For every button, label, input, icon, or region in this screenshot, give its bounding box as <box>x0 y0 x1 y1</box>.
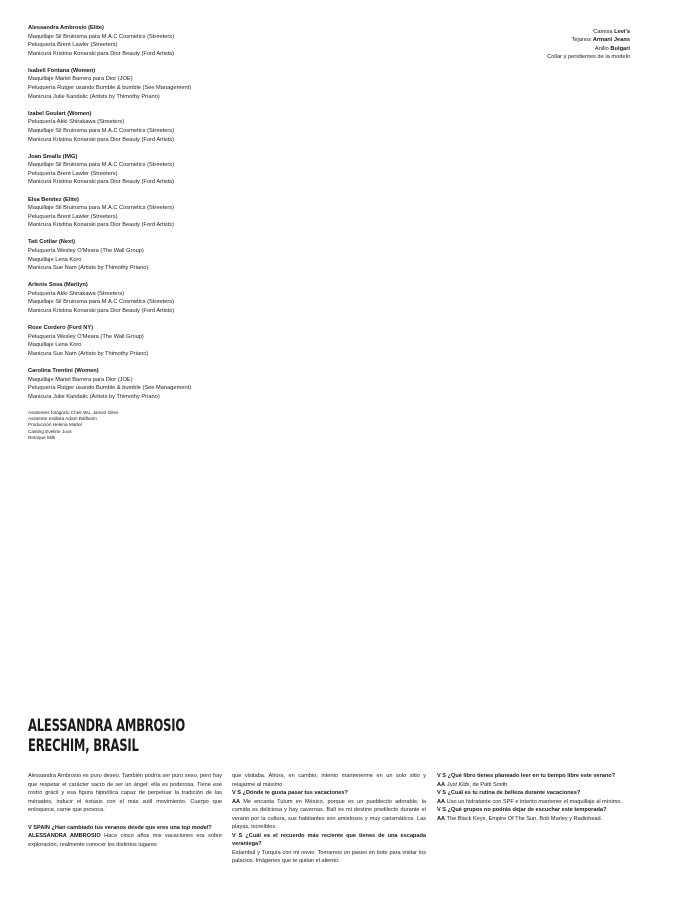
model-name: Tati Cotliar (Next) <box>28 239 75 246</box>
question-text: V SPAIN ¿Han cambiado tus veranos desde que eres una <box>28 824 182 831</box>
answer-text: Uso un hidratante con SPF e intento mantener el maquillaje al mínimo. <box>445 798 623 805</box>
credit-line: Manicura Kristina Konarski para Dior Beauty (Ford Artists) <box>28 308 175 315</box>
intro-paragraph: Alessandra Ambrosio es puro deseo. También podría ser puro sexo, pero hay que respetar el carácter sacro de ser un ángel: ella es poderosa. Tiene ese rostro grácil y esa figura hipnótica capaz de perpetuar la tradición de las ménades, inducir el éxtasis con el más sutil movimiento. Cuerpo que enloquece, carne que provoca. <box>28 773 222 813</box>
speaker-name: AA <box>437 781 446 788</box>
book-title: Just Kids <box>446 781 470 788</box>
crew-line: Retoque Milk <box>28 435 56 441</box>
credit-line: Maquillaje Sil Bruinsma para M.A.C Cosmetics (Streeters) <box>28 162 175 169</box>
wardrobe-line <box>547 36 630 44</box>
speaker-name: AA <box>437 815 446 822</box>
question: V S ¿Cuál es tu rutina de belleza durante vacaciones? <box>437 790 581 796</box>
garment-label: Camisa <box>593 29 615 35</box>
answer-text: The Black Keys, Empire Of The Sun, Bob Marley y Radiohead. <box>445 815 603 822</box>
crew-line: Casting Eveline Joos <box>28 428 72 434</box>
credit-line: Peluquería Brent Lawler (Streeters) <box>28 213 118 220</box>
credit-block <box>28 281 328 315</box>
credit-block <box>28 24 328 58</box>
article-headline <box>28 716 185 756</box>
credit-line: Maquillaje Sil Bruinsma para M.A.C Cosmetics (Streeters) <box>28 299 175 306</box>
crew-line: Asistente estilista Adam Ballheim <box>28 416 97 422</box>
credit-line: Manicura Kristina Konarski para Dior Beauty (Ford Artists) <box>28 50 175 57</box>
credit-line: Manicura Kristina Konarski para Dior Beauty (Ford Artists) <box>28 136 175 143</box>
wardrobe-line <box>547 28 630 36</box>
answer-text: Hace cinco años mis vacaciones era sobre exploración, realmente conocer los distintos lugares <box>28 833 222 848</box>
credit-line: Manicura Julie Kandalic (Artists by Thimothy Priano) <box>28 393 160 400</box>
credit-line: Manicura Kristina Konarski para Dior Beauty (Ford Artists) <box>28 179 175 186</box>
answer <box>437 781 631 790</box>
credit-line: Maquillaje Sil Bruinsma para M.A.C Cosmetics (Streeters) <box>28 33 175 40</box>
credit-line: Peluquería Brent Lawler (Streeters) <box>28 170 118 177</box>
credit-line: Maquillaje Lena Koro <box>28 256 82 263</box>
answer-text: , de Patti Smith <box>469 781 508 788</box>
question-end: ? <box>208 824 212 831</box>
answer-continued: que visitaba. Ahora, en cambio, intento mantenerme en un solo sitio y relajarme al máximo. <box>232 773 426 788</box>
answer <box>437 798 631 807</box>
question: V S ¿Qué libro tienes planeado leer en tu tiempo libre este verano? <box>437 773 616 779</box>
credit-line: Maquillaje Sil Bruinsma para M.A.C Cosmetics (Streeters) <box>28 205 175 212</box>
credit-line: Maquillaje Mariel Barrera para Dior (JOE) <box>28 376 133 383</box>
model-name: Elsa Benítez (Elite) <box>28 196 79 203</box>
question <box>28 824 222 833</box>
credit-block <box>28 67 328 101</box>
credit-line: Manicura Sue Nam (Artists by Thimothy Priano) <box>28 265 149 272</box>
credit-block <box>28 196 328 230</box>
wardrobe-line <box>547 45 630 53</box>
answer <box>437 815 631 824</box>
answer-text: Me encanta Tulum en México, porque es un pueblecito adorable, la comida es deliciosa y hay cavernas. Bali es mi destino predilecto durante el verano por la cultura, sus habitantes son amistosos y muy carismáticos. Las playas, increíbles. <box>232 798 426 830</box>
credit-line: Peluquería Akki Shirakawa (Streeters) <box>28 290 125 297</box>
model-name: Rose Cordero (Ford NY) <box>28 325 94 332</box>
article-column-1 <box>28 772 222 849</box>
credit-block <box>28 153 328 187</box>
speaker-name: ALESSANDRA AMBROSIO <box>28 833 101 839</box>
answer <box>28 832 222 849</box>
crew-credits <box>28 410 328 441</box>
brand-name: Bulgari <box>610 45 630 52</box>
credit-block <box>28 110 328 144</box>
model-name: Carolina Trentini (Women) <box>28 368 99 374</box>
model-name: Joan Smalls (IMG) <box>28 153 78 160</box>
headline-place: ERECHIM, BRASIL <box>28 736 139 756</box>
credit-line: Manicura Julie Kandalic (Artists by Thimothy Priano) <box>28 93 160 100</box>
brand-name: Armani Jeans <box>592 37 630 44</box>
wardrobe-credits <box>547 28 630 62</box>
credit-block <box>28 238 328 272</box>
credit-line: Peluquería Rutger usando Bumble & bumble (See Management) <box>28 85 192 92</box>
garment-label: Anillo <box>594 45 611 52</box>
credit-line: Peluquería Wesley O'Meara (The Wall Group) <box>28 247 144 254</box>
question: V S ¿Cuál es el recuerdo más reciente que tienes de una escapada veraniega? <box>232 832 426 847</box>
question: V S ¿Qué grupos no podrás dejar de escuchar este temporada? <box>437 807 607 813</box>
crew-line: Asistentes fotógrafo Chek Wu, James Giles <box>28 409 119 415</box>
garment-label: Collar y pendientes de la modelo <box>547 54 630 61</box>
credit-line: Maquillaje Sil Bruinsma para M.A.C Cosmetics (Streeters) <box>28 127 175 134</box>
credit-line: Maquillaje Mariel Barrera para Dior (JOE) <box>28 76 133 83</box>
wardrobe-line <box>547 53 630 61</box>
headline-name: ALESSANDRA AMBROSIO <box>28 716 186 736</box>
speaker-name: AA <box>232 798 241 805</box>
photo-credits <box>28 24 328 441</box>
credit-line: Peluquería Rutger usando Bumble & bumble (See Management) <box>28 385 192 392</box>
article-column-2 <box>232 772 426 866</box>
credit-line: Peluquería Wesley O'Meara (The Wall Group) <box>28 333 144 340</box>
credit-line: Peluquería Akki Shirakawa (Streeters) <box>28 119 125 126</box>
crew-line: Producción Helena Martel <box>28 422 82 428</box>
speaker-name: AA <box>437 798 446 805</box>
model-name: Alessandra Ambrosio (Elite) <box>28 25 104 31</box>
credit-line: Manicura Kristina Konarski para Dior Beauty (Ford Artists) <box>28 222 175 229</box>
garment-label: Tejanos <box>571 37 593 44</box>
model-name: Izabel Goulart (Women) <box>28 110 92 117</box>
question: V S ¿Dónde te gusta pasar tus vacaciones? <box>232 790 348 796</box>
model-name: Arlenis Sosa (Marilyn) <box>28 282 88 289</box>
article-column-3 <box>437 772 631 823</box>
answer: Estambul y Turquía con mi novio. Tomamos un paseo en bote para visitar los palacios. Imágenes que te quitan el aliento. <box>232 849 426 864</box>
brand-name: Levi's <box>614 29 630 35</box>
model-name: Isabeli Fontana (Women) <box>28 67 96 74</box>
credit-line: Maquillaje Lena Koro <box>28 342 82 349</box>
answer <box>232 798 426 832</box>
credit-block <box>28 367 328 401</box>
credit-line: Peluquería Brent Lawler (Streeters) <box>28 42 118 49</box>
credit-line: Manicura Sue Nam (Artists by Thimothy Priano) <box>28 350 149 357</box>
question-emphasis: top model <box>181 824 209 831</box>
credit-block <box>28 324 328 358</box>
